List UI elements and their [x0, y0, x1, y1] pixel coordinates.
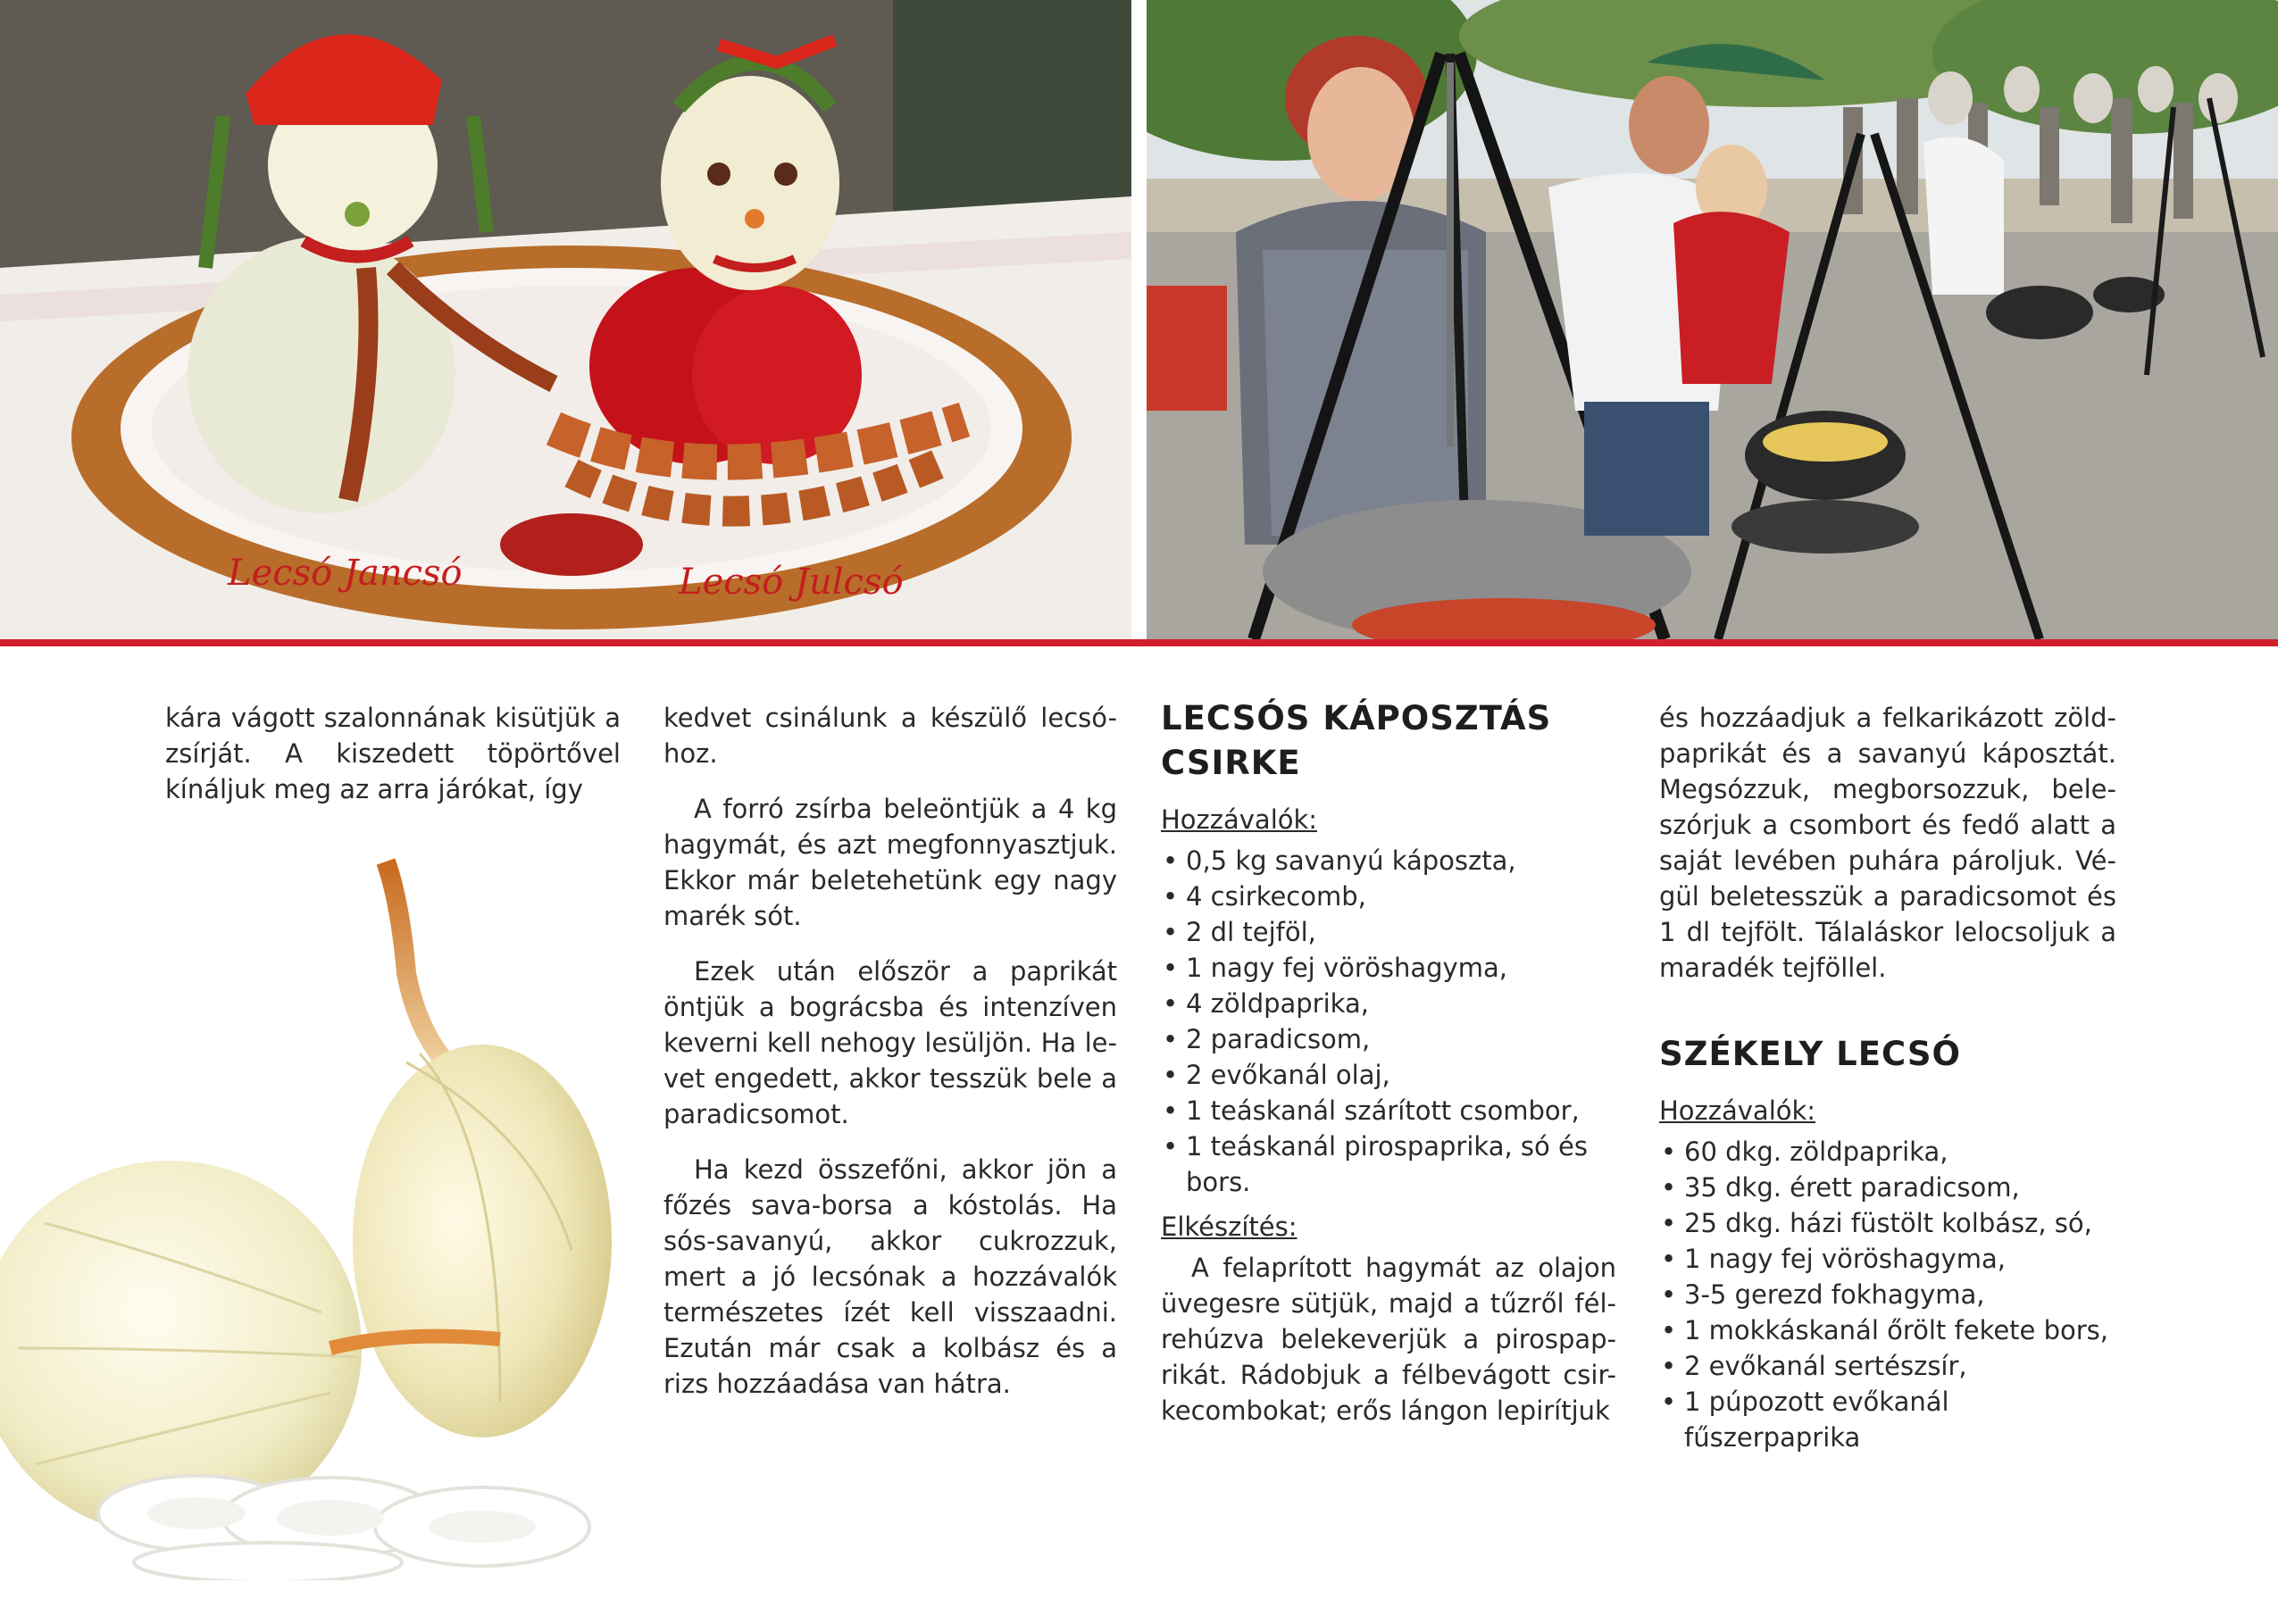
- ingredient-item: • 4 csirkecomb,: [1161, 879, 1616, 914]
- ingredient-item: • 25 dkg. házi füstölt kolbász, só,: [1659, 1205, 2116, 1241]
- paragraph: Ezek után először a paprikát öntjük a bográcsba és intenzíven keverni kell nehogy lesüljön. Ha le-vet engedett, akkor tesszük bele a paradicsomot.: [663, 956, 1117, 1129]
- ingredient-item: • 1 mokkáskanál őrölt fekete bors,: [1659, 1312, 2116, 1348]
- ingredient-item: • 35 dkg. érett paradicsom,: [1659, 1170, 2116, 1205]
- ingredient-item: • 4 zöldpaprika,: [1161, 986, 1616, 1021]
- ingredient-item: • 2 evőkanál sertészsír,: [1659, 1348, 2116, 1384]
- ingredients-label: Hozzávalók:: [1161, 804, 1318, 835]
- ingredient-item: • 1 teáskanál pirospaprika, só és bors.: [1161, 1128, 1616, 1200]
- ingredients-list: [1659, 1134, 2116, 1455]
- ingredient-item: • 0,5 kg savanyú káposzta,: [1161, 843, 1616, 879]
- ingredients-label: Hozzávalók:: [1659, 1095, 1816, 1126]
- paragraph: A forró zsírba beleöntjük a 4 kg hagymát, és azt megfonnyasztjuk. Ekkor már beletehetünk egy nagy marék sót.: [663, 794, 1117, 931]
- ingredient-item: • 1 teáskanál szárított csombor,: [1161, 1093, 1616, 1128]
- onion-illustration: [0, 848, 625, 1580]
- recipe-title: LECSÓS KÁPOSZTÁS CSIRKE: [1161, 699, 1552, 782]
- paragraph: kedvet csinálunk a készülő lecsó-hoz.: [663, 703, 1117, 769]
- text-column-2: [663, 700, 1117, 1421]
- method-paragraph: A felaprított hagymát az olajon üvegesre sütjük, majd a tűzről fél-rehúzva belekeverjük a pirospap-rikát. Rádobjuk a félbevágott csir-kecombokat; erős lángon lepirítjuk: [1161, 1253, 1616, 1426]
- paragraph: kára vágott szalonnának kisütjük a zsírját. A kiszedett töpörtővel kínáljuk meg az arra járókat, így: [165, 703, 621, 804]
- paragraph: Ha kezd összefőni, akkor jön a főzés sava-borsa a kóstolás. Ha sós-savanyú, akkor cukrozzuk, mert a jó lecsónak a hozzávalók természetes ízét kell visszaadni. Ezután már csak a kolbász és a rizs hozzáadása van hátra.: [663, 1154, 1117, 1399]
- method-label: Elkészítés:: [1161, 1212, 1298, 1242]
- recipe-title-szekely-lecso: SZÉKELY LECSÓ: [1659, 1035, 1961, 1073]
- ingredient-item: • 2 evőkanál olaj,: [1161, 1057, 1616, 1093]
- photo-divider: [1131, 0, 1147, 646]
- ingredient-item: • 1 púpozott evőkanál fűszerpaprika: [1659, 1384, 2116, 1455]
- text-column-4: [1659, 700, 2116, 1464]
- method-paragraph-continued: és hozzáadjuk a felkarikázott zöld-paprikát és a savanyú káposztát. Megsózzuk, megborsozzuk, bele-szórjuk a csombort és fedő alatt a saját levében puhára pároljuk. Vé-gül beletesszük a paradicsomot és 1 dl tejfölt. Tálaláskor lelocsoljuk a maradék tejföllel.: [1659, 703, 2116, 983]
- ingredients-list: [1161, 843, 1616, 1200]
- ingredient-item: • 2 dl tejföl,: [1161, 914, 1616, 950]
- ingredient-item: • 60 dkg. zöldpaprika,: [1659, 1134, 2116, 1170]
- sign-lecso-jancso: Lecsó Jancsó: [228, 553, 463, 594]
- ingredient-item: • 3-5 gerezd fokhagyma,: [1659, 1277, 2116, 1312]
- sign-lecso-julcso: Lecsó Julcsó: [679, 562, 904, 603]
- recipe-lecsos-kaposztas-csirke: [1161, 696, 1616, 1448]
- text-column-1: [165, 700, 621, 827]
- photo-cooking-festival: [1147, 0, 2278, 639]
- ingredient-item: • 1 nagy fej vöröshagyma,: [1161, 950, 1616, 986]
- ingredient-item: • 1 nagy fej vöröshagyma,: [1659, 1241, 2116, 1277]
- photo-vegetable-figures: [0, 0, 1131, 639]
- red-divider-rule: [0, 639, 2278, 646]
- ingredient-item: • 2 paradicsom,: [1161, 1021, 1616, 1057]
